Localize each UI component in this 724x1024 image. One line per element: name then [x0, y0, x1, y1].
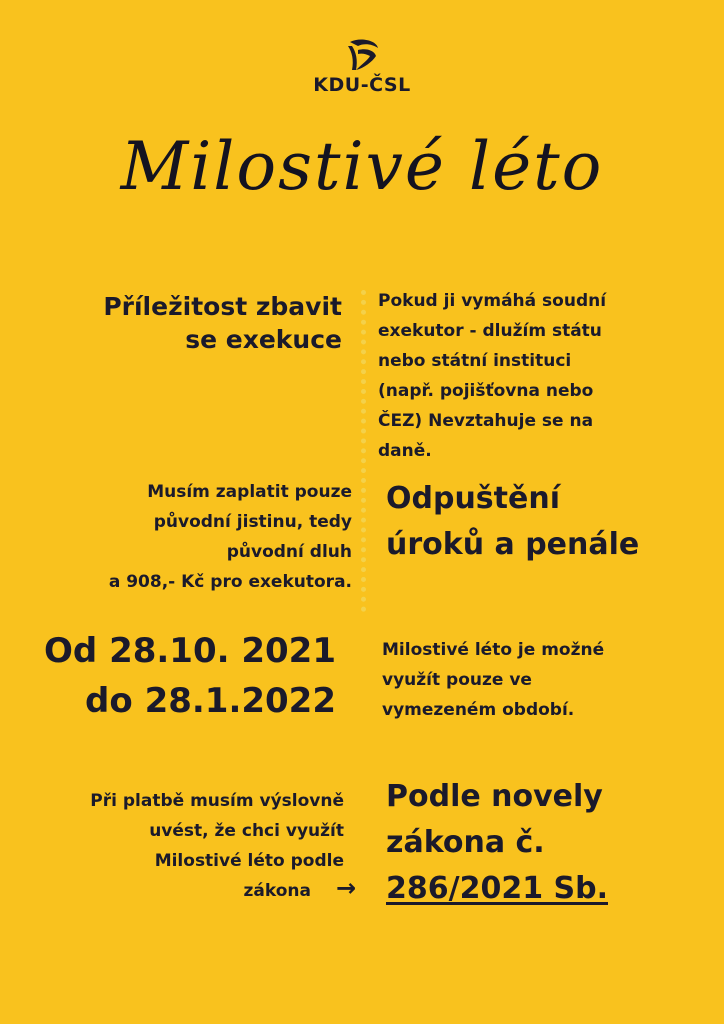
block1-text-line: ČEZ) Nevztahuje se na [378, 411, 594, 431]
block4-text-line: uvést, že chci využít [149, 821, 344, 841]
block3-text [382, 635, 712, 725]
block1-heading [20, 290, 342, 356]
block3-text-line: Milostivé léto je možné [382, 640, 605, 660]
block1-text-line: Pokud ji vymáhá soudní [378, 291, 607, 311]
block1-text-line: daně. [378, 441, 432, 461]
dotted-divider [361, 290, 366, 612]
law-reference: 286/2021 Sb. [386, 871, 608, 906]
block2-text [10, 477, 352, 597]
block4-heading-line: zákona č. [386, 825, 545, 860]
block2-text-line: Musím zaplatit pouze [147, 482, 352, 502]
block1-heading-line: Příležitost zbavit [103, 292, 342, 321]
block1-text-line: (např. pojišťovna nebo [378, 381, 594, 401]
block2-text-line: původní jistinu, tedy [153, 512, 352, 532]
block4-heading [386, 774, 716, 912]
block3-heading [10, 626, 336, 726]
block4-text-line: Milostivé léto podle [154, 851, 344, 871]
block3-text-line: využít pouze ve [382, 670, 532, 690]
party-logo [0, 38, 724, 96]
date-range-end: do 28.1.2022 [85, 681, 336, 721]
block4-heading-line: Podle novely [386, 779, 603, 814]
page-title: Milostivé léto [120, 128, 604, 205]
block2-heading [386, 476, 716, 568]
block2-heading-line: úroků a penále [386, 527, 640, 562]
block2-text-line: a 908,- Kč pro exekutora. [108, 572, 352, 592]
block1-text-line: exekutor - dlužím státu [378, 321, 602, 341]
arrow-right-icon: → [336, 874, 357, 902]
block1-heading-line: se exekuce [185, 325, 342, 354]
block2-heading-line: Odpuštění [386, 481, 560, 516]
block4-text-last: zákona [243, 881, 311, 901]
block4-text-line: Při platbě musím výslovně [90, 791, 344, 811]
block2-text-line: původní dluh [226, 542, 352, 562]
block1-text-line: nebo státní instituci [378, 351, 572, 371]
block4-text [10, 786, 344, 876]
block3-text-line: vymezeném období. [382, 700, 575, 720]
kdu-csl-logo-icon [342, 38, 382, 74]
date-range-start: Od 28.10. 2021 [43, 631, 336, 671]
block1-text [378, 286, 708, 466]
logo-text: KDU-ČSL [313, 74, 411, 96]
